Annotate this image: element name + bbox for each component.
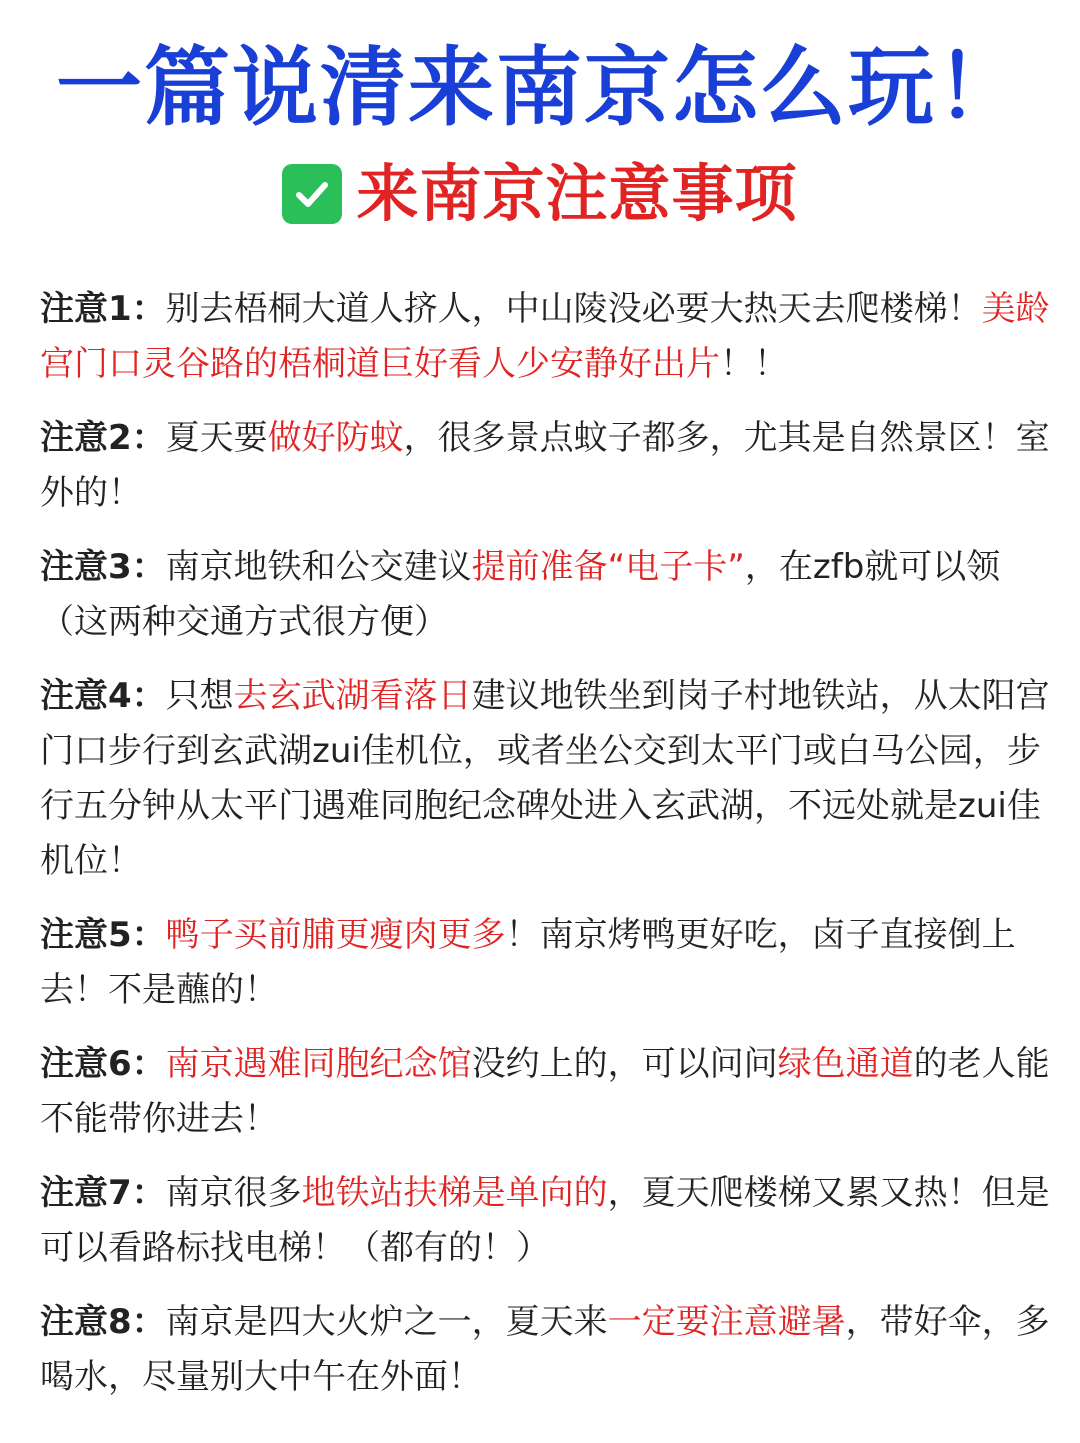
note-text: 没约上的，可以问问 <box>471 1044 778 1084</box>
note-item <box>40 411 1060 521</box>
note-item <box>40 1166 1060 1276</box>
note-text: 南京地铁和公交建议 <box>165 547 472 587</box>
note-text: 建议地铁坐到岗子村地铁站，从太阳宫门口步行到玄武湖zui佳机位，或者坐公交到太平门或白马公园，步行五分钟从太平门遇难同胞纪念碑处进入玄武湖，不远处就是zui佳机位！ <box>40 676 1050 881</box>
note-label: 注意4： <box>40 676 166 716</box>
note-text: 只想 <box>165 676 234 716</box>
note-highlight-text: 美龄宫门口灵谷路的梧桐道巨好看人少安静好出片 <box>40 289 1050 384</box>
note-label: 注意7： <box>40 1173 166 1213</box>
note-text: 别去梧桐大道人挤人，中山陵没必要大热天去爬楼梯！ <box>165 289 982 329</box>
note-highlight-text: 去玄武湖看落日 <box>233 676 472 716</box>
note-highlight-text: 提前准备“电子卡” <box>471 547 745 587</box>
note-text: 的老人能不能带你进去！ <box>40 1044 1050 1139</box>
note-label: 注意6： <box>40 1044 166 1084</box>
note-text: ，很多景点蚊子都多，尤其是自然景区！室外的！ <box>40 418 1050 513</box>
note-highlight-text: 一定要注意避暑 <box>607 1302 846 1342</box>
note-highlight-text: 地铁站扶梯是单向的 <box>301 1173 608 1213</box>
note-label: 注意2： <box>40 418 166 458</box>
note-highlight-text: 做好防蚊 <box>267 418 404 458</box>
note-highlight-text: 绿色通道 <box>777 1044 914 1084</box>
note-text: ，带好伞，多喝水，尽量别大中午在外面！ <box>40 1302 1050 1397</box>
note-text: ，在zfb就可以领（这两种交通方式很方便） <box>40 547 1001 642</box>
note-label: 注意1： <box>40 289 166 329</box>
note-text: 夏天要 <box>165 418 268 458</box>
note-text: 南京很多 <box>165 1173 302 1213</box>
note-item <box>40 540 1060 650</box>
note-text: ！！ <box>720 344 788 384</box>
section-subtitle: 来南京注意事项 <box>356 157 798 230</box>
note-highlight-text: 鸭子买前脯更瘦肉更多 <box>165 915 506 955</box>
note-label: 注意8： <box>40 1302 166 1342</box>
note-text: 南京是四大火炉之一，夏天来 <box>165 1302 608 1342</box>
note-text: ，夏天爬楼梯又累又热！但是可以看路标找电梯！（都有的！） <box>40 1173 1050 1268</box>
note-item <box>40 282 1060 392</box>
note-label: 注意5： <box>40 915 166 955</box>
note-highlight-text: 南京遇难同胞纪念馆 <box>165 1044 472 1084</box>
note-item <box>40 908 1060 1018</box>
page-title: 一篇说清来南京怎么玩！ <box>56 38 1024 138</box>
note-item <box>40 669 1060 889</box>
note-text: ！南京烤鸭更好吃，卤子直接倒上去！不是蘸的！ <box>40 915 1016 1010</box>
subtitle-row <box>0 158 1080 230</box>
note-item <box>40 1037 1060 1147</box>
check-mark-icon <box>282 164 342 224</box>
note-item <box>40 1295 1060 1405</box>
notes-list <box>40 282 1060 1424</box>
note-label: 注意3： <box>40 547 166 587</box>
